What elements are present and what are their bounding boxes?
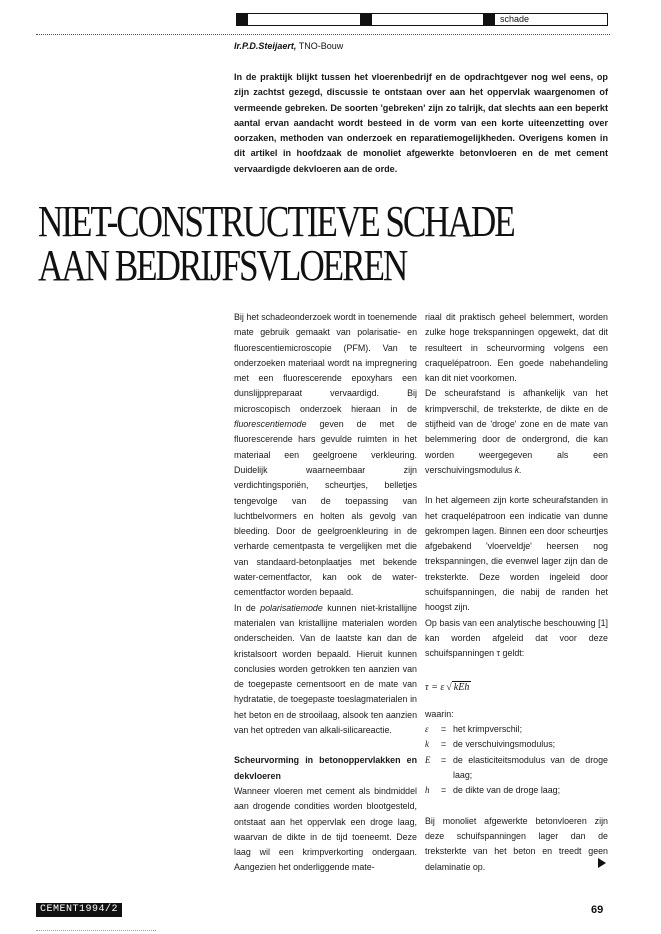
body-column-2 bbox=[425, 310, 608, 875]
header-block-3 bbox=[484, 14, 495, 25]
footer-divider bbox=[36, 930, 156, 931]
paragraph-delamination: Bij monoliet afgewerkte betonvloeren zijn deze schuifspanningen lager dan de treksterkte van het beton en treedt geen delaminatie op. bbox=[425, 815, 608, 872]
author-affiliation: TNO-Bouw bbox=[296, 41, 344, 51]
paragraph-craquele: In het algemeen zijn korte scheurafstanden in het craquelépatroon een indicatie van dunne gekrompen lagen. Binnen een door scheurtjes afgebakend 'vloerveldje' heersen nog trekspanningen, die evenwel lager zijn dan de treksterkte. Deze worden ingeleid door schuifspanningen, die nabij de randen het hoogst zijn. bbox=[425, 495, 608, 613]
continue-arrow-icon bbox=[598, 858, 606, 868]
intro-paragraph: In de praktijk blijkt tussen het vloerenbedrijf en de opdrachtgever nog wel eens, op zijn zachtst gezegd, discussie te ontstaan over aan het oppervlak waargenomen of vermeende gebreken. De soorten 'gebreken' zijn zo talrijk, dat slechts aan een beperkt aantal ervan aandacht wordt besteed in de vorm van een korte uiteenzetting over oorzaken, methoden van onderzoek en reparatiemogelijkheden. Overigens komen in dit artikel in hoofdzaak de monoliet afgewerkte betonvloeren en de met cement vervaardigde dekvloeren aan de orde. bbox=[234, 72, 608, 174]
running-header-bar bbox=[236, 13, 608, 26]
symbol-definitions bbox=[425, 722, 608, 798]
author-name: Ir.P.D.Steijaert, bbox=[234, 41, 297, 51]
section-subheading: Scheurvorming in betonoppervlakken en dekvloeren bbox=[234, 755, 417, 781]
header-cell-2 bbox=[372, 14, 485, 25]
definition-k: k = de verschuivingsmodulus; bbox=[425, 739, 556, 750]
paragraph-analysis: Op basis van een analytische beschouwing [1] kan worden afgeleid dat voor deze schuifspanningen τ geldt: bbox=[425, 617, 608, 659]
paragraph-cracking: Wanneer vloeren met cement als bindmiddel aan drogende condities worden blootgesteld, ontstaat aan het oppervlak een droge laag, waarvan de dikte in de tijd toeneemt. Deze laag wil een krimpverkorting ondergaan. Aangezien het onderliggende mate- bbox=[234, 785, 417, 873]
title-line-1: NIET-CONSTRUCTIEVE SCHADE bbox=[38, 197, 514, 246]
paragraph-crack-spacing: De scheurafstand is afhankelijk van het krimpverschil, de treksterkte, de dikte en de stijfheid van de 'droge' zone en de mate van belemmering door de ondergrond, die kan worden weergegeven als een verschuivingsmodulus k. bbox=[425, 388, 608, 475]
header-block-2 bbox=[361, 14, 372, 25]
paragraph-pfm: Bij het schadeonderzoek wordt in toenemende mate gebruik gemaakt van polarisatie- en fluorescentiemicroscopie (PFM). Van te onderzoeken materiaal wordt na impregnering met een fluorescerende epoxyhars een dunslijppreparaat vervaardigd. Bij microscopisch onderzoek hieraan in de fluorescentiemode geven de met de fluorescerende hars gevulde ruimten in het materiaal een geelgroene verkleuring. Duidelijk waarneembaar zijn verdichtingsporiën, scheurtjes, belletjes tengevolge van de toepassing van luchtbelvormers en holten als gevolg van bleeding. Door de geelgroenkleuring in de verharde cementpasta te vergelijken met die van standaard-betonplaatjes met bekende water-cementfactor, kan ook de water-cementfactor worden bepaald. bbox=[234, 312, 417, 598]
definition-h: h = de dikte van de droge laag; bbox=[425, 785, 561, 796]
where-label: waarin: bbox=[425, 708, 454, 719]
section-label: schade bbox=[500, 14, 530, 24]
journal-badge: CEMENT1994/2 bbox=[36, 903, 122, 917]
title-line-2: AAN BEDRIJFSVLOEREN bbox=[38, 241, 407, 290]
header-cell-1 bbox=[248, 14, 361, 25]
header-block-1 bbox=[237, 14, 248, 25]
definition-epsilon: ε = het krimpverschil; bbox=[425, 724, 523, 735]
page-number: 69 bbox=[591, 904, 604, 916]
author-line bbox=[234, 41, 343, 51]
shear-stress-formula: τ = ε √ kEh bbox=[425, 681, 470, 693]
article-title bbox=[38, 197, 518, 290]
body-column-1 bbox=[234, 310, 417, 876]
paragraph-continuation: riaal dit praktisch geheel belemmert, worden zulke hoge trekspanningen opgewekt, dat dit resulteert in scheurvorming volgens een craquelépatroon. Een goede nabehandeling kan dit niet voorkomen. bbox=[425, 312, 608, 384]
header-divider bbox=[36, 34, 610, 35]
paragraph-polarisation: In de polarisatiemode kunnen niet-kristallijne materialen van kristallijne materialen worden onderscheiden. Van de laatste kan dan de kristalsoort worden bepaald. Hieruit kunnen conclusies worden getrokken ten aanzien van de toegepaste cementsoort en de mate van hydratatie, de toegepaste toeslagmaterialen in het beton en de strooilaag, alsook ten aanzien van het optreden van alkali-silicareactie. bbox=[234, 602, 417, 736]
definition-E: E = de elasticiteitsmodulus van de droge laag; bbox=[425, 754, 608, 781]
